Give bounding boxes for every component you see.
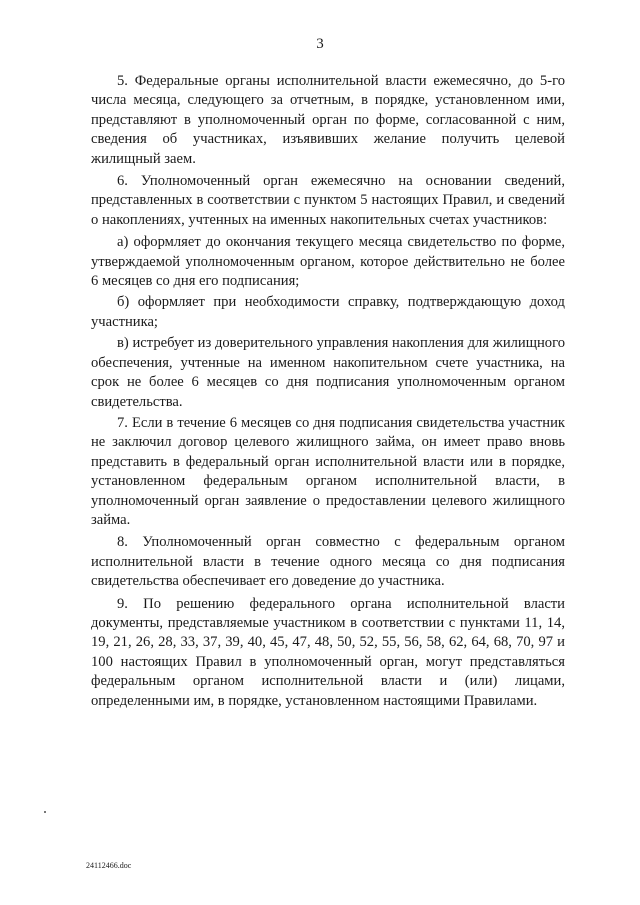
paragraph-9: 9. По решению федерального органа исполнительной власти документы, представляемые участником в соответствии с пунктами 11, 14, 19, 21, 26, 28, 33, 37, 39, 40, 45, 47, 48, 50, 52, 55, 56, 58, 62, 64, 68, 70, 97 и 100 настоящих Правил в уполномоченный орган, могут представляться федеральным органом исполнительной власти и (или) лицами, определенными им, в порядке, установленном настоящими Правилами. (91, 595, 565, 709)
page-number: 3 (316, 36, 324, 52)
subparagraph-b: б) оформляет при необходимости справку, подтверждающую доход участника; (91, 294, 565, 330)
paragraph-8: 8. Уполномоченный орган совместно с федеральным органом исполнительной власти в течение одного месяца со дня подписания свидетельства обеспечивает его доведение до участника. (91, 534, 565, 590)
paragraph-6: 6. Уполномоченный орган ежемесячно на основании сведений, представленных в соответствии с пунктом 5 настоящих Правил, и сведений о накоплениях, учтенных на именных накопительных счетах участников: (91, 173, 565, 228)
subparagraph-v: в) истребует из доверительного управления накопления для жилищного обеспечения, учтенные на именном накопительном счете участника, на срок не более 6 месяцев со дня подписания уполномоченным органом свидетельства. (91, 335, 565, 410)
paragraph-7: 7. Если в течение 6 месяцев со дня подписания свидетельства участник не заключил договор целевого жилищного займа, он имеет право вновь представить в федеральный орган исполнительной власти или в порядке, установленном федеральным органом исполнительной власти, в уполномоченный орган заявление о предоставлении целевого жилищного займа. (91, 414, 565, 528)
document-body (91, 72, 565, 714)
paragraph-5: 5. Федеральные органы исполнительной власти ежемесячно, до 5-го числа месяца, следующего за отчетным, в порядке, установленном ими, представляют в уполномоченный орган по форме, согласованной с ним, сведения об участниках, изъявивших желание получить целевой жилищный заем. (91, 73, 565, 167)
document-filename: 24112466.doc (86, 861, 132, 870)
scan-mark (44, 811, 46, 813)
subparagraph-a: а) оформляет до окончания текущего месяца свидетельство по форме, утверждаемой уполномоченным органом, которое действительно не более 6 месяцев со дня его подписания; (91, 234, 565, 290)
